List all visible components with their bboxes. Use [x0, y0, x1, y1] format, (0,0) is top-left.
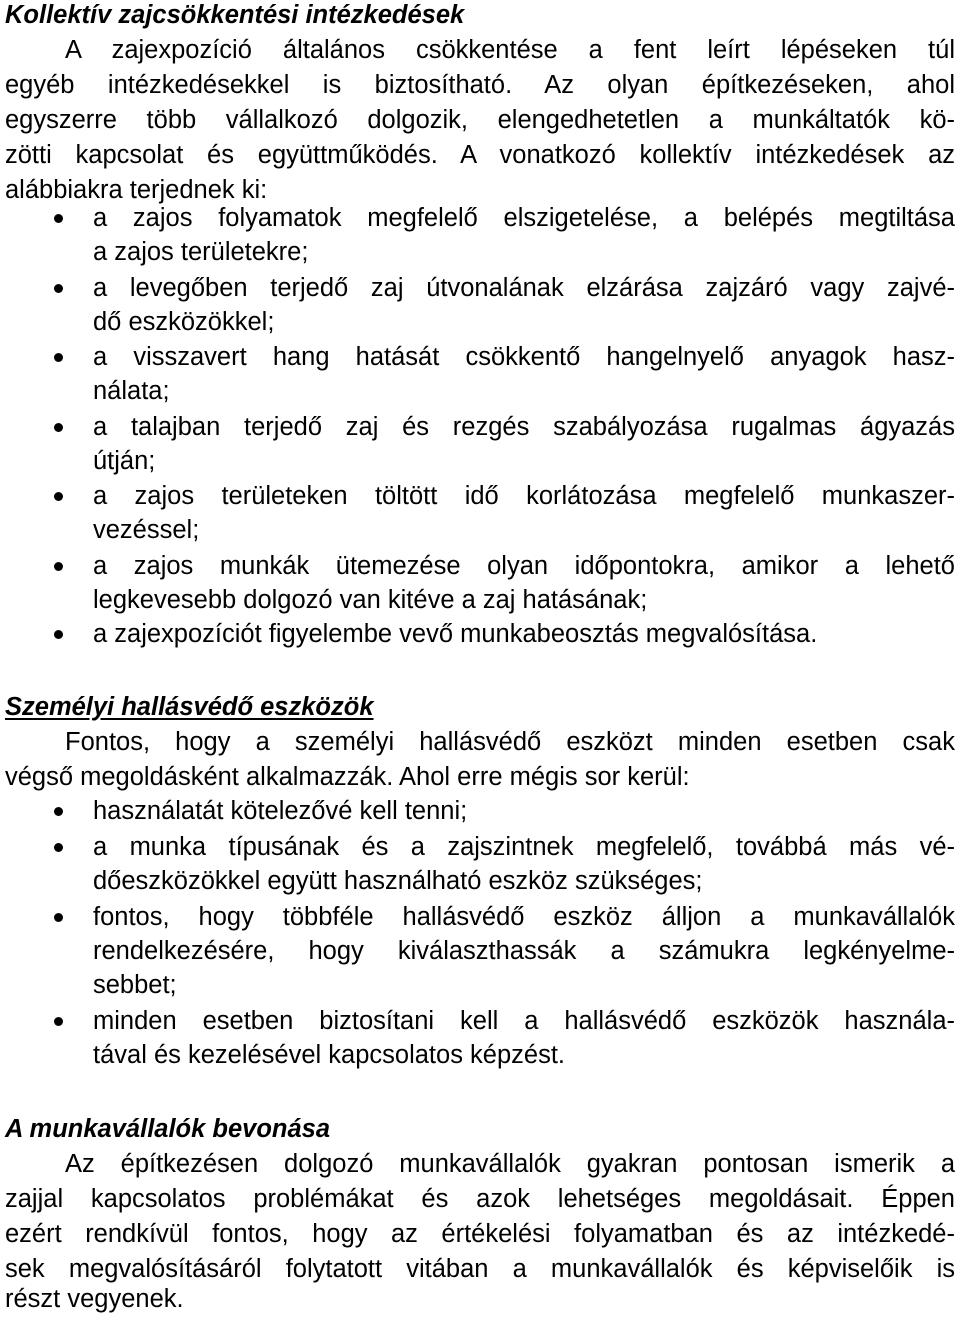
bullet-icon: [54, 1017, 63, 1026]
paragraph-line: A zajexpozíció általános csökkentése a fent leírt lépéseken túl: [65, 36, 955, 64]
bullet-icon: [54, 423, 63, 432]
list-item-line: a zajos munkák ütemezése olyan időpontokra, amikor a lehető: [93, 552, 955, 580]
paragraph-line: alábbiakra terjednek ki:: [5, 176, 268, 204]
paragraph-line: zajjal kapcsolatos problémákat és azok lehetséges megoldásait. Éppen: [5, 1185, 955, 1213]
paragraph-line: sek megvalósításáról folytatott vitában a munkavállalók és képviselőik is: [5, 1255, 955, 1283]
list-item-line: fontos, hogy többféle hallásvédő eszköz álljon a munkavállalók: [93, 903, 955, 931]
list-item-line: a zajexpozíciót figyelembe vevő munkabeosztás megvalósítása.: [93, 620, 818, 648]
list-item-line: rendelkezésére, hogy kiválaszthassák a számukra legkényelme-: [93, 937, 955, 965]
list-item-line: legkevesebb dolgozó van kitéve a zaj hatásának;: [93, 586, 648, 614]
paragraph-line: egyszerre több vállalkozó dolgozik, elengedhetetlen a munkáltatók kö-: [5, 106, 955, 134]
list-item-line: a zajos területeken töltött idő korlátozása megfelelő munkaszer-: [93, 482, 955, 510]
paragraph-line: ezért rendkívül fontos, hogy az értékelési folyamatban és az intézkedé-: [5, 1220, 955, 1248]
list-item-line: a levegőben terjedő zaj útvonalának elzárása zajzáró vagy zajvé-: [93, 274, 955, 302]
bullet-icon: [54, 284, 63, 293]
section-heading: Kollektív zajcsökkentési intézkedések: [5, 1, 465, 29]
list-item-line: a munka típusának és a zajszintnek megfelelő, továbbá más vé-: [93, 833, 955, 861]
list-item-line: minden esetben biztosítani kell a hallásvédő eszközök használa-: [93, 1007, 955, 1035]
list-item-line: a visszavert hang hatását csökkentő hangelnyelő anyagok hasz-: [93, 343, 955, 371]
section-heading: A munkavállalók bevonása: [5, 1115, 331, 1143]
paragraph-line: zötti kapcsolat és együttműködés. A vonatkozó kollektív intézkedések az: [5, 141, 955, 169]
bullet-icon: [54, 492, 63, 501]
paragraph-line: Az építkezésen dolgozó munkavállalók gyakran pontosan ismerik a: [65, 1150, 955, 1178]
list-item-line: használatát kötelezővé kell tenni;: [93, 797, 468, 825]
list-item-line: vezéssel;: [93, 516, 200, 544]
list-item-line: tával és kezelésével kapcsolatos képzést.: [93, 1041, 565, 1069]
bullet-icon: [54, 913, 63, 922]
bullet-icon: [54, 630, 63, 639]
list-item-line: nálata;: [93, 377, 170, 405]
list-item-line: a zajos folyamatok megfelelő elszigetelése, a belépés megtiltása: [93, 204, 955, 232]
paragraph-line: részt vegyenek.: [5, 1285, 184, 1313]
list-item-line: dőeszközökkel együtt használható eszköz szükséges;: [93, 867, 703, 895]
bullet-icon: [54, 562, 63, 571]
bullet-icon: [54, 353, 63, 362]
list-item-line: útján;: [93, 447, 156, 475]
list-item-line: a zajos területekre;: [93, 238, 309, 266]
paragraph-line: végső megoldásként alkalmazzák. Ahol erre mégis sor kerül:: [5, 763, 690, 791]
list-item-line: a talajban terjedő zaj és rezgés szabályozása rugalmas ágyazás: [93, 413, 955, 441]
bullet-icon: [54, 214, 63, 223]
section-heading: Személyi hallásvédő eszközök: [5, 693, 374, 721]
paragraph-line: Fontos, hogy a személyi hallásvédő eszközt minden esetben csak: [65, 728, 955, 756]
list-item-line: dő eszközökkel;: [93, 308, 275, 336]
list-item-line: sebbet;: [93, 971, 177, 999]
paragraph-line: egyéb intézkedésekkel is biztosítható. Az olyan építkezéseken, ahol: [5, 71, 955, 99]
bullet-icon: [54, 843, 63, 852]
bullet-icon: [54, 807, 63, 816]
